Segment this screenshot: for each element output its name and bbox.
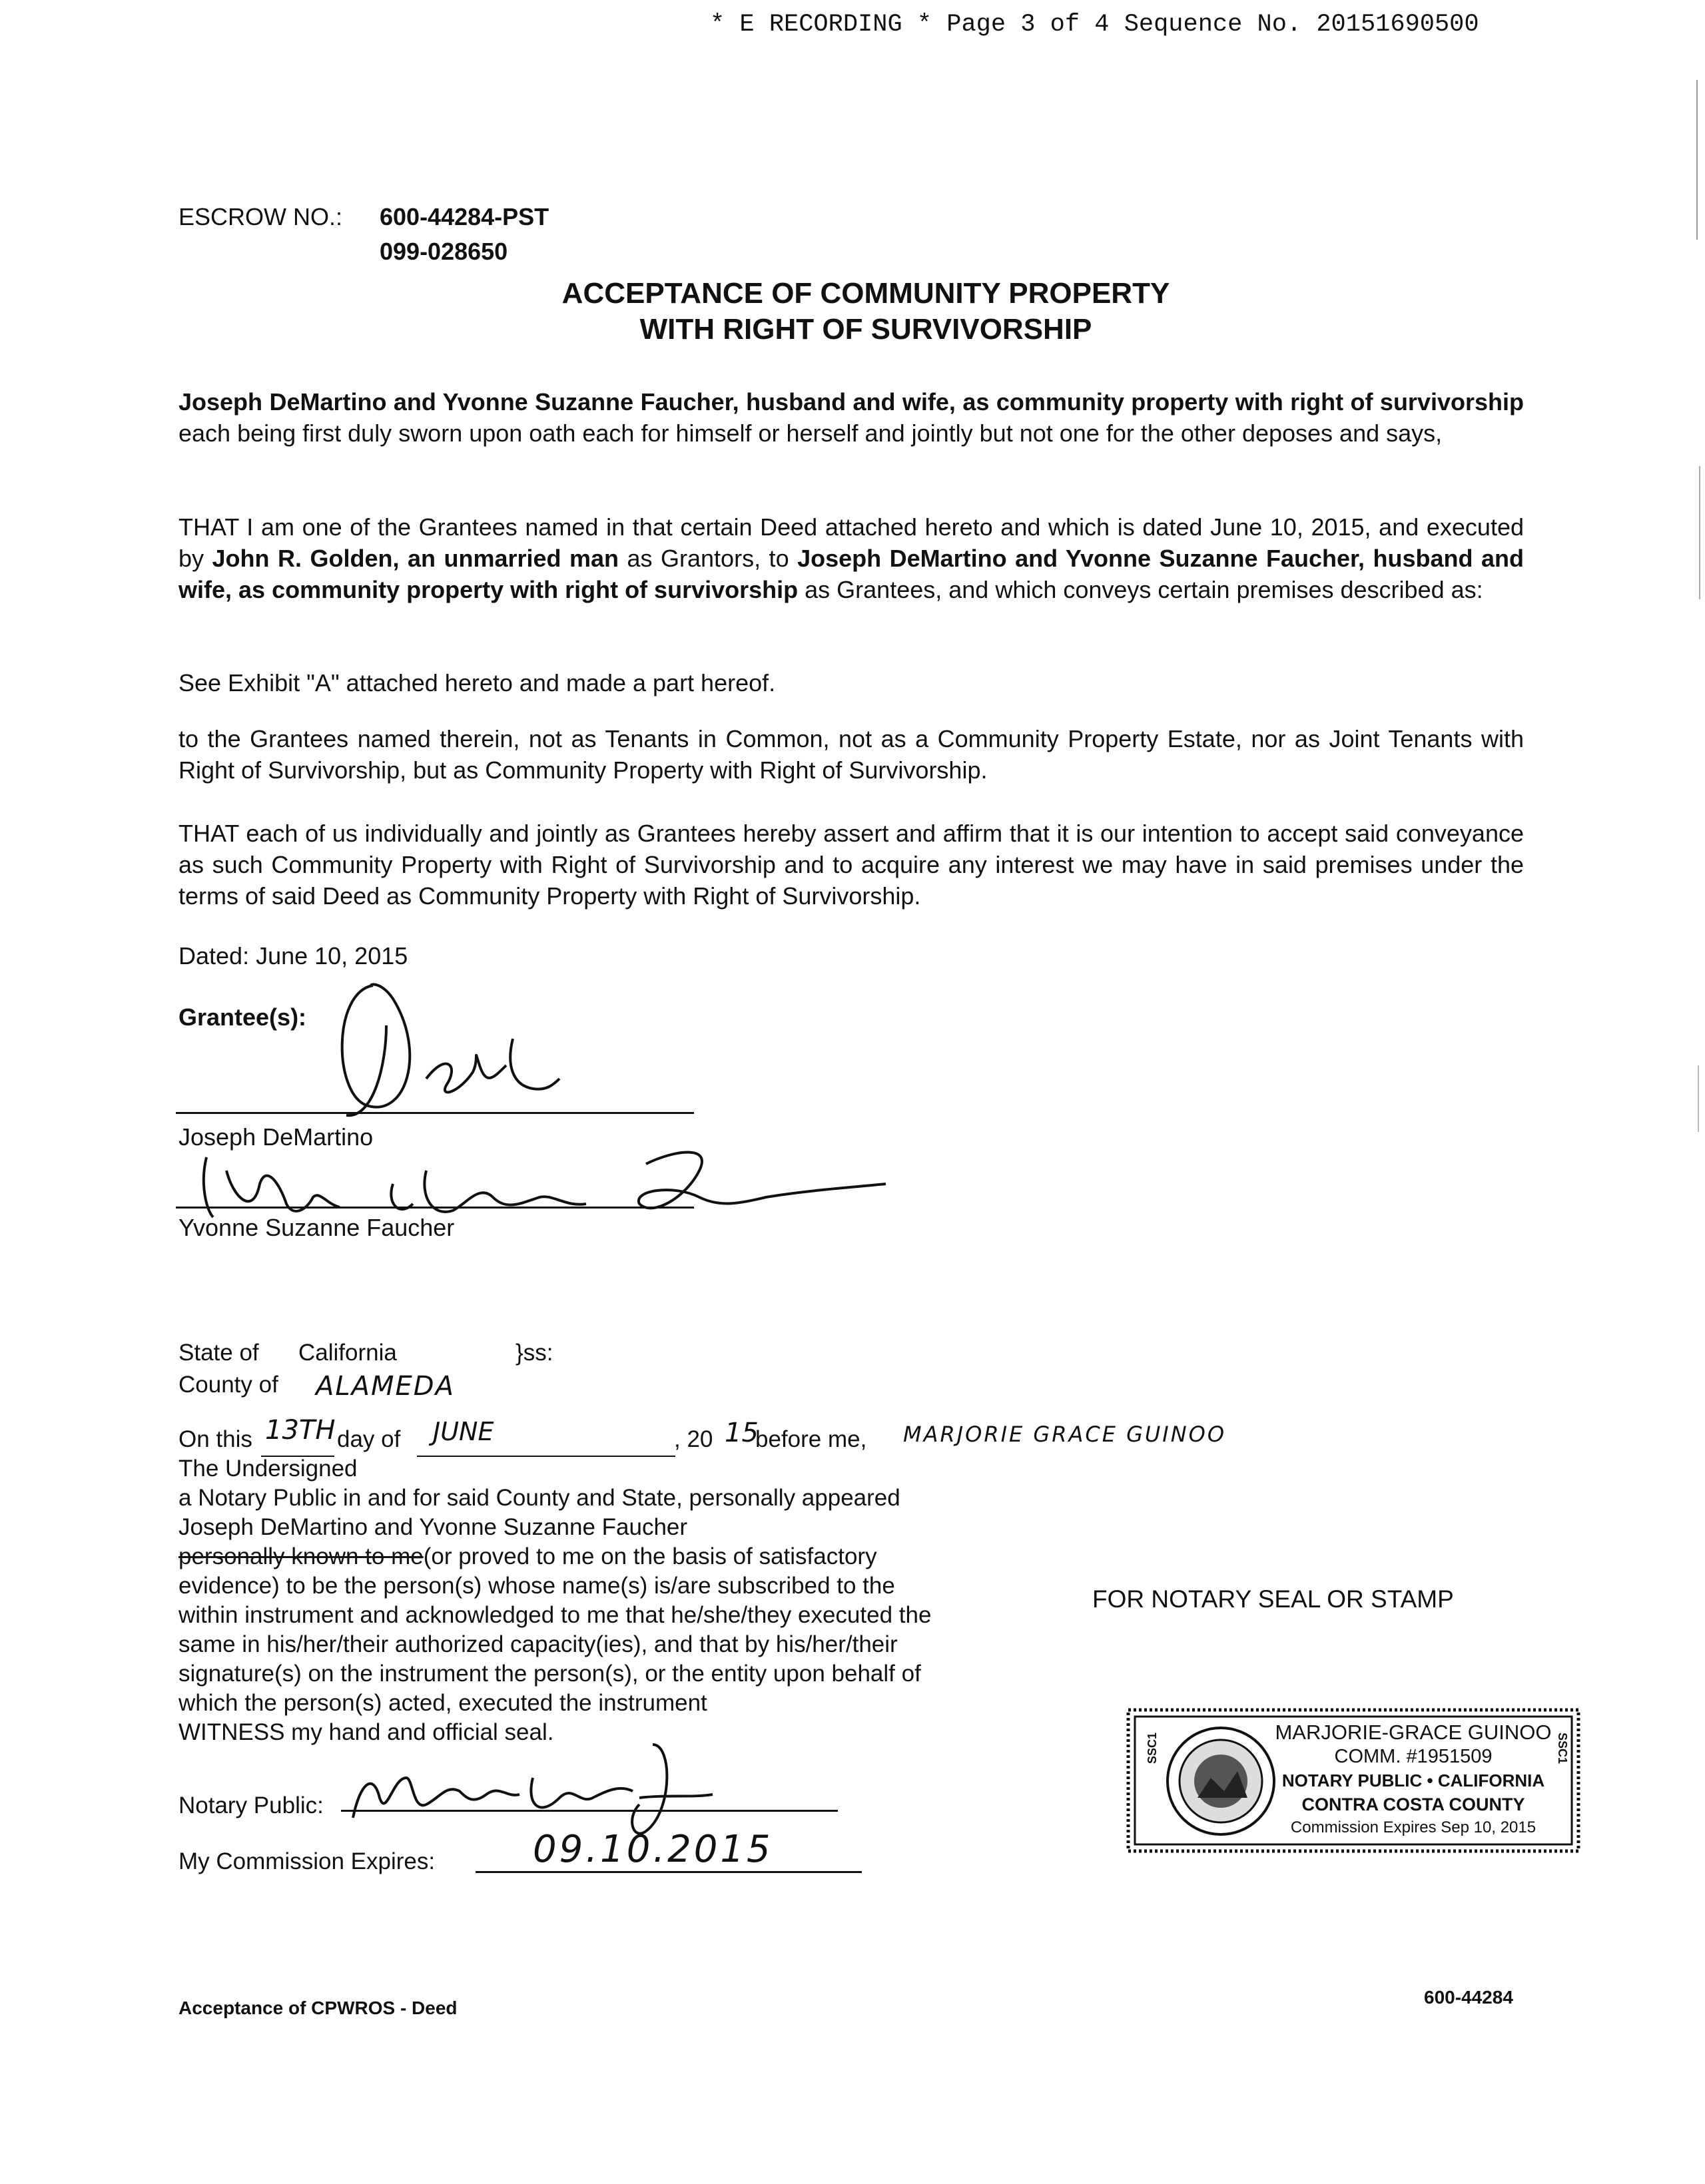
- stamp-title: NOTARY PUBLIC • CALIFORNIA: [1281, 1771, 1545, 1790]
- deponents-bold: Joseph DeMartino and Yvonne Suzanne Faucher, husband and wife, as community property with right of survivorship: [178, 388, 1524, 415]
- notary-line-g: signature(s) on the instrument the person(s), or the entity upon behalf of: [178, 1661, 921, 1687]
- grantee-name-yvonne: Yvonne Suzanne Faucher: [178, 1214, 455, 1241]
- notary-line-a: a Notary Public in and for said County and State, personally appeared: [178, 1485, 900, 1511]
- signature-line-yvonne: [176, 1207, 694, 1209]
- footer-escrow-number: 600-44284: [1424, 1987, 1513, 2008]
- stamp-commission-number: COMM. #1951509: [1334, 1746, 1493, 1767]
- stamp-county: CONTRA COSTA COUNTY: [1301, 1794, 1525, 1814]
- notary-line-h: which the person(s) acted, executed the instrument: [178, 1690, 707, 1716]
- state-label: State of: [178, 1340, 259, 1366]
- document-title-line1: ACCEPTANCE OF COMMUNITY PROPERTY: [561, 277, 1170, 310]
- undersigned-label: The Undersigned: [178, 1456, 358, 1482]
- day-handwritten: 13TH: [265, 1415, 336, 1446]
- month-underline: [417, 1456, 675, 1457]
- paragraph-deponents: [178, 386, 1524, 449]
- signature-joseph: [293, 972, 639, 1132]
- commission-line: [476, 1871, 862, 1873]
- signature-line-joseph: [176, 1112, 694, 1114]
- notary-stamp: [1124, 1706, 1582, 1855]
- footer-document-type: Acceptance of CPWROS - Deed: [178, 1998, 458, 2018]
- stamp-notary-name: MARJORIE-GRACE GUINOO: [1275, 1721, 1552, 1744]
- commission-handwritten: 09.10.2015: [533, 1828, 773, 1871]
- notary-line-e: within instrument and acknowledged to me that he/she/they executed the: [178, 1602, 932, 1628]
- paragraph-affirmation: THAT each of us individually and jointly as Grantees hereby assert and affirm that it is our intention to accept said conveyance as such Community Property with Right of Survivorship and to acquire any interest we may have in said premises under the terms of said Deed as Community Property with Right of Survivorship.: [178, 820, 1524, 910]
- grantees-bold: Joseph DeMartino and Yvonne Suzanne Faucher, husband and wife, as community property with right of survivorship: [178, 545, 1525, 603]
- grantees-text-3: as Grantees, and which conveys certain premises described as:: [798, 576, 1483, 603]
- notary-line-d: evidence) to be the person(s) whose name(s) is/are subscribed to the: [178, 1573, 895, 1599]
- grantees-text-2: as Grantors, to: [619, 545, 798, 572]
- day-of-label: day of: [337, 1426, 401, 1452]
- state-value: California: [298, 1340, 397, 1366]
- grantee-name-joseph: Joseph DeMartino: [178, 1123, 374, 1151]
- county-handwritten: ALAMEDA: [316, 1371, 455, 1402]
- notary-name-handwritten: MARJORIE GRACE GUINOO: [903, 1422, 1227, 1447]
- before-me-label: before me,: [755, 1426, 867, 1452]
- grantors-bold: John R. Golden, an unmarried man: [212, 545, 619, 572]
- commission-label: My Commission Expires:: [178, 1848, 436, 1874]
- year-prefix: , 20: [674, 1426, 713, 1452]
- escrow-label: ESCROW NO.:: [178, 203, 343, 230]
- stamp-side-right: SSC1: [1556, 1733, 1569, 1765]
- seal-area-label: FOR NOTARY SEAL OR STAMP: [1092, 1585, 1454, 1613]
- notary-line-c: [178, 1542, 877, 1571]
- paragraph-tenancy: to the Grantees named therein, not as Tenants in Common, not as a Community Property Estate, nor as Joint Tenants with Right of Survivorship, but as Community Property with Right of Survivorship.: [178, 725, 1524, 784]
- county-label: County of: [178, 1372, 278, 1398]
- dated-line: Dated: June 10, 2015: [178, 942, 408, 969]
- stamp-expiration: Commission Expires Sep 10, 2015: [1290, 1818, 1536, 1836]
- escrow-number: 600-44284-PST: [380, 203, 549, 230]
- grantees-label: Grantee(s):: [178, 1003, 307, 1031]
- document-title-line2: WITH RIGHT OF SURVIVORSHIP: [639, 313, 1092, 346]
- notary-line-f: same in his/her/their authorized capacity(ies), and that by his/her/their: [178, 1631, 898, 1657]
- struck-personally-known: personally known to me: [178, 1543, 424, 1569]
- notary-public-label: Notary Public:: [178, 1792, 324, 1818]
- paragraph-exhibit: See Exhibit "A" attached hereto and made a part hereof.: [178, 669, 776, 696]
- on-this-label: On this: [178, 1426, 252, 1452]
- notary-line-b: Joseph DeMartino and Yvonne Suzanne Faucher: [178, 1514, 688, 1540]
- notary-line-c-text: (or proved to me on the basis of satisfactory: [423, 1543, 877, 1569]
- stamp-side-left: SSC1: [1146, 1733, 1159, 1765]
- witness-line: WITNESS my hand and official seal.: [178, 1719, 554, 1745]
- recording-header: * E RECORDING * Page 3 of 4 Sequence No. 20151690500: [710, 11, 1479, 39]
- state-seal-icon: [1164, 1725, 1277, 1838]
- notary-signature-line: [341, 1810, 838, 1812]
- month-handwritten: JUNE: [433, 1417, 494, 1446]
- deponents-rest: each being first duly sworn upon oath each for himself or herself and jointly but not one for the other deposes and says,: [178, 419, 1443, 447]
- ss-marker: }ss:: [515, 1340, 553, 1366]
- apn-number: 099-028650: [380, 238, 508, 265]
- grantees-text-1: THAT I am one of the Grantees named in that certain Deed attached hereto and which is dated June 10, 2015, and executed by: [178, 513, 1524, 572]
- year-handwritten: 15: [725, 1418, 759, 1448]
- paragraph-grantees: [178, 511, 1524, 605]
